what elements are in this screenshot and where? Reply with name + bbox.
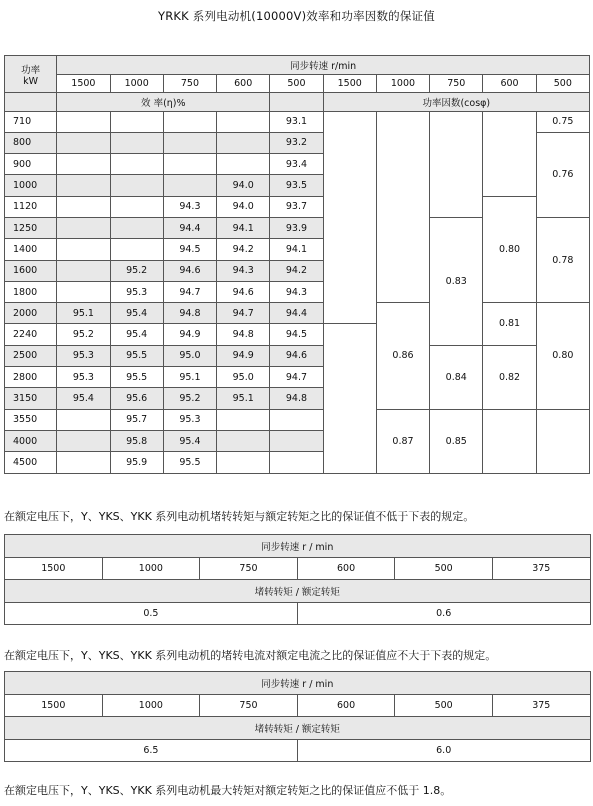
- efficiency-cell: 95.1: [217, 388, 270, 409]
- efficiency-cell: [270, 452, 323, 473]
- efficiency-cell: 95.2: [57, 324, 110, 345]
- powerfactor-cell: [483, 111, 536, 196]
- ratio-value: 6.0: [297, 739, 590, 762]
- eff-speed-cell: 1500: [57, 74, 110, 93]
- power-cell: 1600: [5, 260, 57, 281]
- power-cell: 2500: [5, 345, 57, 366]
- efficiency-cell: 95.2: [110, 260, 163, 281]
- powerfactor-cell: 0.75: [536, 111, 589, 132]
- powerfactor-cell: 0.83: [430, 217, 483, 345]
- note-locked-torque: 在额定电压下，Y、YKS、YKK 系列电动机堵转转矩与额定转矩之比的保证值不低于下表的规定。: [4, 510, 475, 523]
- speed-cell: 750: [200, 557, 298, 580]
- unit-blank-cell: [5, 93, 57, 112]
- speed-header: 同步转速 r / min: [5, 535, 591, 558]
- powerfactor-cell: [430, 111, 483, 217]
- power-cell: 1400: [5, 239, 57, 260]
- power-cell: 2240: [5, 324, 57, 345]
- efficiency-cell: [110, 217, 163, 238]
- efficiency-cell: 94.6: [270, 345, 323, 366]
- eff-speed-cell: 600: [217, 74, 270, 93]
- efficiency-cell: 93.7: [270, 196, 323, 217]
- power-cell: 4000: [5, 430, 57, 451]
- efficiency-cell: 94.9: [163, 324, 216, 345]
- pf-speed-cell: 600: [483, 74, 536, 93]
- efficiency-cell: [217, 111, 270, 132]
- ratio-header: 堵转转矩 / 额定转矩: [5, 580, 591, 603]
- efficiency-powerfactor-table: [4, 55, 590, 474]
- efficiency-cell: 95.3: [163, 409, 216, 430]
- efficiency-cell: [57, 154, 110, 175]
- efficiency-cell: 95.0: [163, 345, 216, 366]
- efficiency-cell: 95.5: [163, 452, 216, 473]
- efficiency-cell: 95.4: [57, 388, 110, 409]
- efficiency-cell: 94.4: [163, 217, 216, 238]
- powerfactor-header: 功率因数(cosφ): [323, 93, 589, 112]
- speed-cell: 500: [395, 557, 493, 580]
- note-locked-current: 在额定电压下，Y、YKS、YKK 系列电动机的堵转电流对额定电流之比的保证值应不大于下表的规定。: [4, 649, 497, 662]
- efficiency-header-500: [270, 93, 323, 112]
- eff-speed-cell: 1000: [110, 74, 163, 93]
- speed-cell: 1500: [5, 557, 103, 580]
- efficiency-cell: 94.4: [270, 303, 323, 324]
- speed-cell: 1000: [102, 557, 200, 580]
- locked-torque-table: [4, 534, 591, 625]
- powerfactor-cell: 0.78: [536, 217, 589, 302]
- power-cell: 2000: [5, 303, 57, 324]
- efficiency-cell: 95.0: [217, 367, 270, 388]
- powerfactor-cell: [483, 409, 536, 473]
- efficiency-cell: 93.2: [270, 132, 323, 153]
- speed-header: 同步转速 r/min: [57, 56, 590, 75]
- efficiency-cell: 94.5: [163, 239, 216, 260]
- power-cell: 710: [5, 111, 57, 132]
- speed-cell: 375: [492, 694, 590, 717]
- efficiency-cell: 95.3: [57, 367, 110, 388]
- speed-cell: 375: [492, 557, 590, 580]
- ratio-value: 0.5: [5, 602, 298, 625]
- powerfactor-cell: 0.80: [483, 196, 536, 302]
- pf-speed-cell: 500: [536, 74, 589, 93]
- efficiency-cell: 95.5: [110, 367, 163, 388]
- efficiency-cell: 95.9: [110, 452, 163, 473]
- efficiency-cell: 94.8: [163, 303, 216, 324]
- efficiency-cell: 94.9: [217, 345, 270, 366]
- power-cell: 4500: [5, 452, 57, 473]
- efficiency-cell: 95.1: [163, 367, 216, 388]
- efficiency-cell: 94.0: [217, 196, 270, 217]
- efficiency-cell: [110, 132, 163, 153]
- efficiency-cell: 94.8: [217, 324, 270, 345]
- efficiency-header: 效 率(η)%: [57, 93, 270, 112]
- power-cell: 900: [5, 154, 57, 175]
- efficiency-cell: [57, 196, 110, 217]
- power-cell: 1000: [5, 175, 57, 196]
- locked-current-table: [4, 671, 591, 762]
- efficiency-cell: 94.3: [163, 196, 216, 217]
- efficiency-cell: [57, 452, 110, 473]
- speed-header: 同步转速 r / min: [5, 672, 591, 695]
- power-cell: 1120: [5, 196, 57, 217]
- powerfactor-cell: 0.84: [430, 345, 483, 409]
- powerfactor-cell: [323, 111, 376, 324]
- efficiency-cell: 95.1: [57, 303, 110, 324]
- power-cell: 2800: [5, 367, 57, 388]
- efficiency-cell: 94.0: [217, 175, 270, 196]
- powerfactor-cell: 0.76: [536, 132, 589, 217]
- efficiency-cell: [163, 132, 216, 153]
- efficiency-cell: [217, 452, 270, 473]
- efficiency-cell: [270, 430, 323, 451]
- efficiency-cell: [110, 175, 163, 196]
- efficiency-cell: [217, 409, 270, 430]
- efficiency-cell: 93.1: [270, 111, 323, 132]
- pf-speed-cell: 750: [430, 74, 483, 93]
- efficiency-cell: [57, 239, 110, 260]
- efficiency-cell: 94.8: [270, 388, 323, 409]
- efficiency-cell: [163, 111, 216, 132]
- efficiency-cell: 93.9: [270, 217, 323, 238]
- efficiency-cell: 94.5: [270, 324, 323, 345]
- powerfactor-cell: [376, 111, 429, 303]
- efficiency-cell: 95.3: [110, 281, 163, 302]
- powerfactor-cell: 0.80: [536, 303, 589, 409]
- efficiency-cell: 94.2: [217, 239, 270, 260]
- ratio-header: 堵转转矩 / 额定转矩: [5, 717, 591, 740]
- speed-cell: 600: [297, 694, 395, 717]
- efficiency-cell: [57, 217, 110, 238]
- powerfactor-cell: 0.85: [430, 409, 483, 473]
- efficiency-cell: 95.4: [110, 303, 163, 324]
- speed-cell: 750: [200, 694, 298, 717]
- efficiency-cell: 95.7: [110, 409, 163, 430]
- efficiency-cell: 95.6: [110, 388, 163, 409]
- efficiency-cell: [57, 409, 110, 430]
- power-cell: 1250: [5, 217, 57, 238]
- efficiency-cell: 93.4: [270, 154, 323, 175]
- power-cell: 800: [5, 132, 57, 153]
- speed-cell: 600: [297, 557, 395, 580]
- pf-speed-cell: 1500: [323, 74, 376, 93]
- speed-cell: 1000: [102, 694, 200, 717]
- power-cell: 3150: [5, 388, 57, 409]
- powerfactor-cell: 0.87: [376, 409, 429, 473]
- efficiency-cell: [217, 132, 270, 153]
- speed-cell: 500: [395, 694, 493, 717]
- efficiency-cell: 94.7: [270, 367, 323, 388]
- efficiency-cell: [57, 430, 110, 451]
- powerfactor-cell: [323, 324, 376, 473]
- ratio-value: 6.5: [5, 739, 298, 762]
- efficiency-cell: 95.8: [110, 430, 163, 451]
- efficiency-cell: [57, 132, 110, 153]
- powerfactor-cell: 0.82: [483, 345, 536, 409]
- efficiency-cell: 95.2: [163, 388, 216, 409]
- efficiency-cell: [57, 111, 110, 132]
- powerfactor-cell: 0.81: [483, 303, 536, 346]
- efficiency-cell: [270, 409, 323, 430]
- efficiency-cell: [57, 281, 110, 302]
- power-header: 功率 kW: [5, 56, 57, 93]
- efficiency-cell: 94.1: [217, 217, 270, 238]
- efficiency-cell: [217, 430, 270, 451]
- efficiency-cell: 95.5: [110, 345, 163, 366]
- pf-speed-cell: 500: [270, 74, 323, 93]
- page-title: YRKK 系列电动机(10000V)效率和功率因数的保证值: [158, 9, 435, 23]
- efficiency-cell: 94.6: [217, 281, 270, 302]
- efficiency-cell: 95.4: [163, 430, 216, 451]
- pf-speed-cell: 1000: [376, 74, 429, 93]
- efficiency-cell: [110, 196, 163, 217]
- note-max-torque: 在额定电压下，Y、YKS、YKK 系列电动机最大转矩对额定转矩之比的保证值应不低于 1.8。: [4, 784, 452, 797]
- efficiency-cell: [57, 175, 110, 196]
- efficiency-cell: [163, 154, 216, 175]
- eff-speed-cell: 750: [163, 74, 216, 93]
- efficiency-cell: 93.5: [270, 175, 323, 196]
- efficiency-cell: [110, 111, 163, 132]
- efficiency-cell: 94.6: [163, 260, 216, 281]
- efficiency-cell: 95.3: [57, 345, 110, 366]
- powerfactor-cell: [536, 409, 589, 473]
- ratio-value: 0.6: [297, 602, 590, 625]
- powerfactor-cell: 0.86: [376, 303, 429, 409]
- speed-cell: 1500: [5, 694, 103, 717]
- power-cell: 1800: [5, 281, 57, 302]
- efficiency-cell: [110, 239, 163, 260]
- efficiency-cell: 94.1: [270, 239, 323, 260]
- efficiency-cell: [217, 154, 270, 175]
- efficiency-cell: 94.3: [270, 281, 323, 302]
- efficiency-cell: 94.3: [217, 260, 270, 281]
- efficiency-cell: [163, 175, 216, 196]
- efficiency-cell: 95.4: [110, 324, 163, 345]
- power-cell: 3550: [5, 409, 57, 430]
- efficiency-cell: 94.2: [270, 260, 323, 281]
- efficiency-cell: [110, 154, 163, 175]
- efficiency-cell: 94.7: [163, 281, 216, 302]
- efficiency-cell: [57, 260, 110, 281]
- efficiency-cell: 94.7: [217, 303, 270, 324]
